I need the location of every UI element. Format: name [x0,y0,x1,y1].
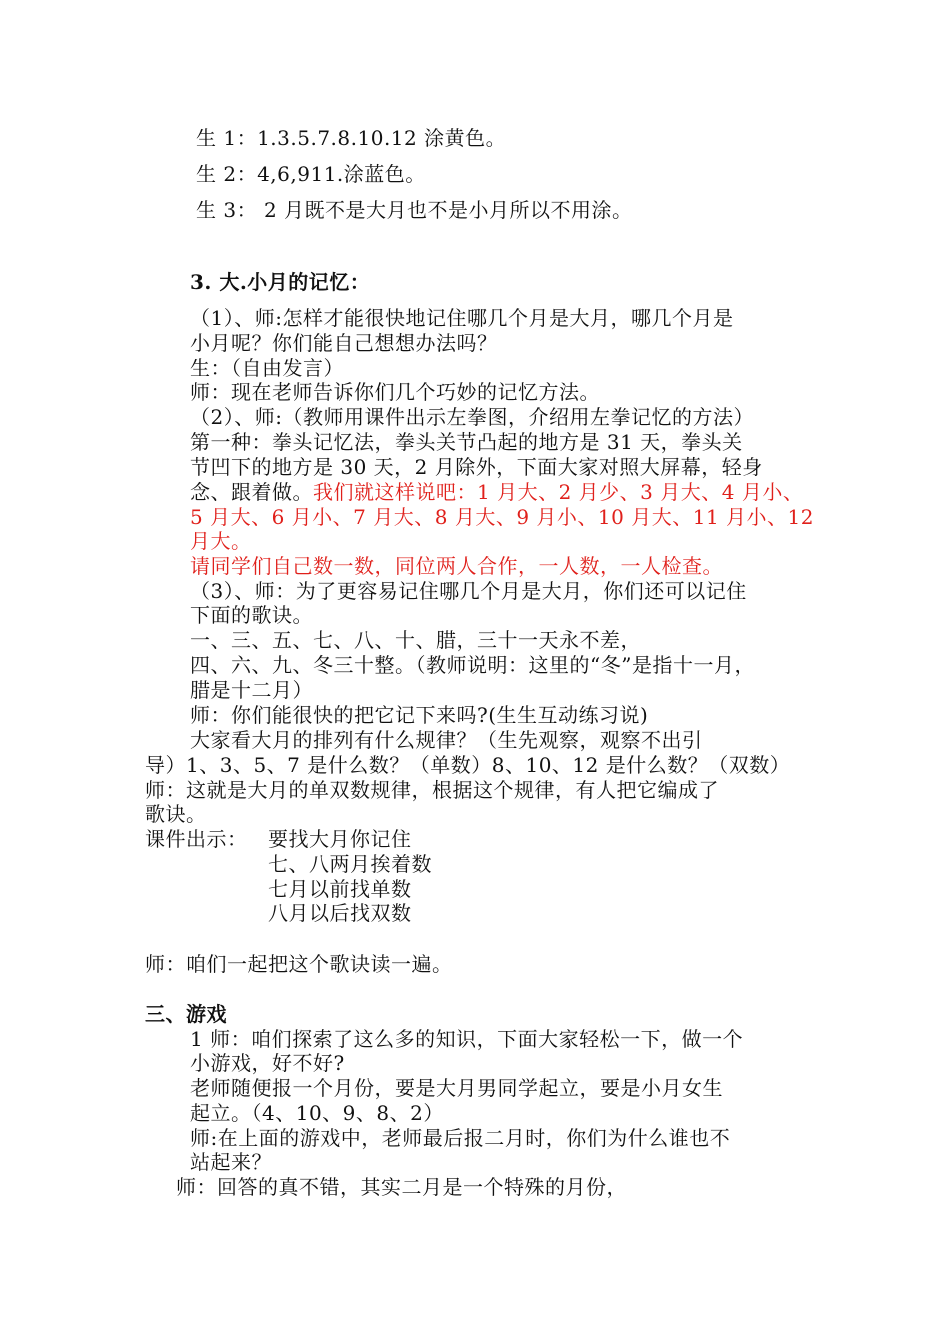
student-3-answer: 生 3： 2 月既不是大月也不是小月所以不用涂。 [196,198,633,222]
paragraph-line: 站起来？ [190,1150,272,1174]
red-line: 5 月大、6 月小、7 月大、8 月大、9 月小、10 月大、11 月小、12 [190,505,814,529]
paragraph-line: 一、三、五、七、八、十、腊，三十一天永不差， [190,628,641,652]
student-2-answer: 生 2：4,6,911.涂蓝色。 [196,162,426,186]
courseware-label: 课件出示： [145,827,248,851]
paragraph-line: 师：回答的真不错，其实二月是一个特殊的月份， [176,1175,627,1199]
mixed-color-line [190,480,803,504]
paragraph-line: 第一种：拳头记忆法，拳头关节凸起的地方是 31 天，拳头关 [190,430,743,454]
paragraph-line: 师:在上面的游戏中，老师最后报二月时，你们为什么谁也不 [190,1126,731,1150]
paragraph-line: 大家看大月的排列有什么规律？（生先观察，观察不出引 [190,728,703,752]
paragraph-line: 导）1、3、5、7 是什么数？（单数）8、10、12 是什么数？（双数） [145,753,791,777]
paragraph-line: （2）、师:（教师用课件出示左拳图，介绍用左拳记忆的方法） [190,405,754,429]
section-3-heading: 3. 大.小月的记忆： [190,270,371,294]
student-1-answer: 生 1：1.3.5.7.8.10.12 涂黄色。 [196,126,507,150]
paragraph-line: 歌诀。 [145,802,207,826]
red-line: 月大。 [190,529,252,553]
paragraph-line: 老师随便报一个月份，要是大月男同学起立，要是小月女生 [190,1076,723,1100]
mixed-line-black-part: 念、跟着做。 [190,480,313,504]
paragraph-line: 起立。（4、10、9、8、2） [190,1101,444,1125]
paragraph-line: 下面的歌诀。 [190,603,313,627]
paragraph-line: 节凹下的地方是 30 天，2 月除外，下面大家对照大屏幕，轻身 [190,455,763,479]
paragraph-line: 师：你们能很快的把它记下来吗?(生生互动练习说) [190,703,649,727]
paragraph-line: （3）、师：为了更容易记住哪几个月是大月，你们还可以记住 [190,579,747,603]
game-section-heading: 三、游戏 [145,1002,227,1026]
verse-line: 七月以前找单数 [268,877,412,901]
red-line: 请同学们自己数一数，同位两人合作，一人数，一人检查。 [190,554,723,578]
mixed-line-red-part: 我们就这样说吧：1 月大、2 月少、3 月大、4 月小、 [313,480,804,504]
reading-line: 师：咱们一起把这个歌诀读一遍。 [145,952,453,976]
verse-line: 七、八两月挨着数 [268,852,432,876]
paragraph-line: 腊是十二月） [190,678,313,702]
paragraph-line: 小游戏，好不好? [190,1051,345,1075]
verse-line: 要找大月你记住 [268,827,412,851]
verse-line: 八月以后找双数 [268,901,412,925]
paragraph-line: 1 师：咱们探索了这么多的知识，下面大家轻松一下，做一个 [190,1027,744,1051]
paragraph-line: 四、六、九、冬三十整。（教师说明：这里的“冬”是指十一月， [190,653,755,677]
paragraph-line: 师：这就是大月的单双数规律，根据这个规律，有人把它编成了 [145,778,719,802]
paragraph-line: 师：现在老师告诉你们几个巧妙的记忆方法。 [190,380,600,404]
paragraph-line: 小月呢？你们能自己想想办法吗？ [190,331,498,355]
paragraph-line: 生：（自由发言） [190,356,344,380]
paragraph-line: （1）、师:怎样才能很快地记住哪几个月是大月，哪几个月是 [190,306,734,330]
